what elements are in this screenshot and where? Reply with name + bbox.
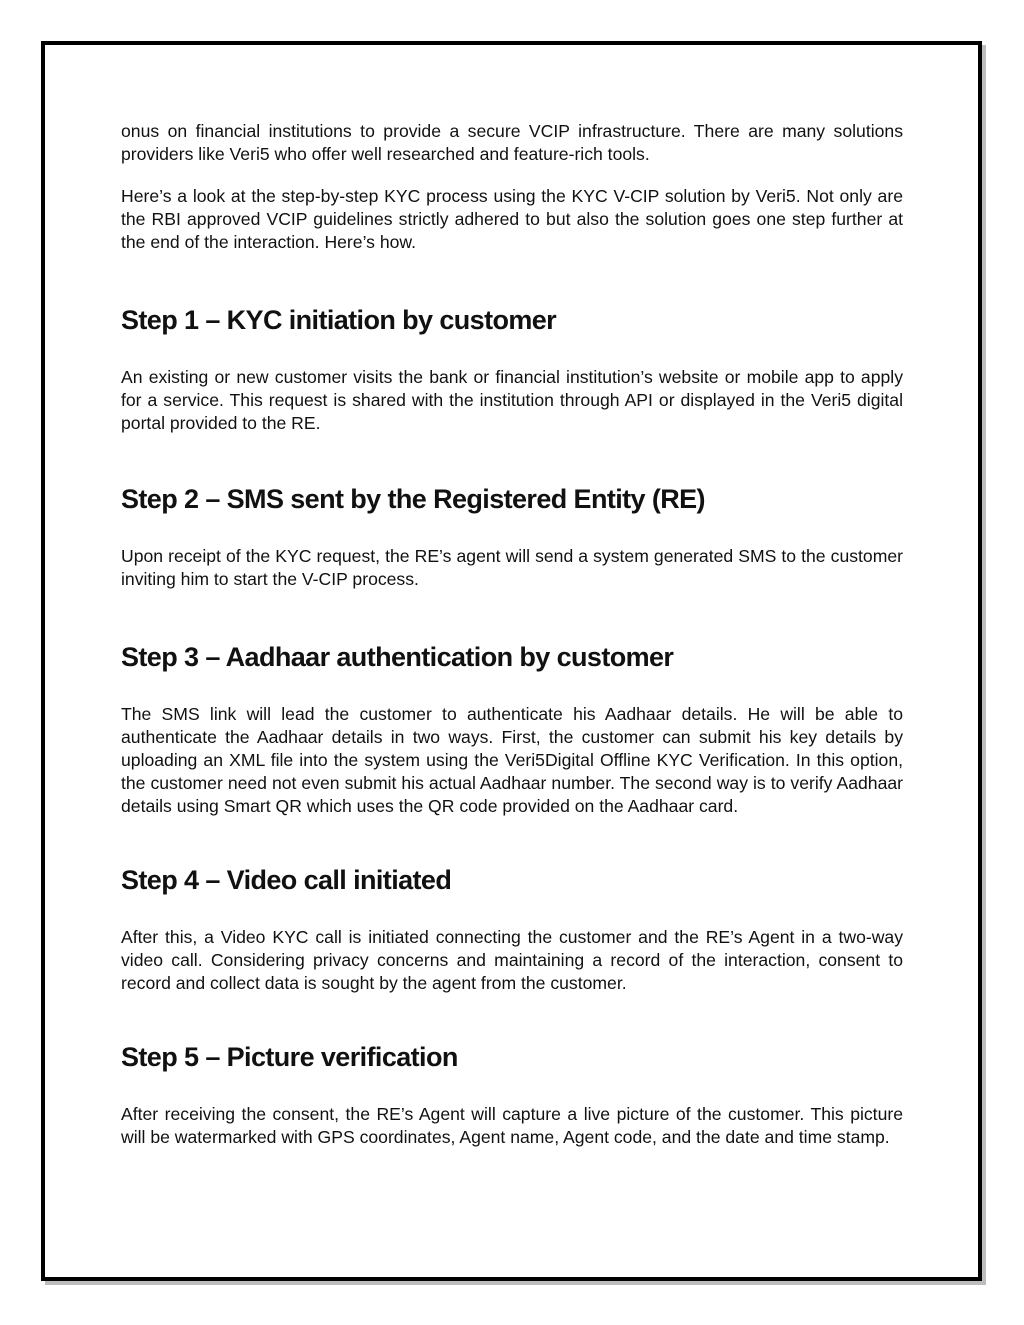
document-body — [121, 120, 903, 1149]
step-3-heading: Step 3 – Aadhaar authentication by customer — [121, 642, 674, 672]
step-5-body: After receiving the consent, the RE’s Agent will capture a live picture of the customer. This picture will be watermarked with GPS coordinates, Agent name, Agent code, and the date and time stamp. — [121, 1104, 903, 1147]
step-3-body: The SMS link will lead the customer to authenticate his Aadhaar details. He will be able to authenticate the Aadhaar details in two ways. First, the customer can submit his key details by uploading an XML file into the system using the Veri5Digital Offline KYC Verification. In this option, the customer need not even submit his actual Aadhaar number. The second way is to verify Aadhaar details using Smart QR which uses the QR code provided on the Aadhaar card. — [121, 704, 903, 816]
step-3-section — [121, 641, 903, 818]
step-1-heading: Step 1 – KYC initiation by customer — [121, 305, 557, 335]
step-4-heading: Step 4 – Video call initiated — [121, 865, 452, 895]
intro-paragraph-1: onus on financial institutions to provide a secure VCIP infrastructure. There are many solutions providers like Veri5 who offer well researched and feature-rich tools. — [121, 121, 903, 164]
step-4-body: After this, a Video KYC call is initiated connecting the customer and the RE’s Agent in a two-way video call. Considering privacy concerns and maintaining a record of the interaction, consent to record and collect data is sought by the agent from the customer. — [121, 927, 903, 993]
step-2-heading: Step 2 – SMS sent by the Registered Entity (RE) — [121, 484, 705, 514]
step-1-section — [121, 304, 903, 435]
step-5-heading: Step 5 – Picture verification — [121, 1042, 458, 1072]
step-2-body: Upon receipt of the KYC request, the RE’s agent will send a system generated SMS to the customer inviting him to start the V-CIP process. — [121, 546, 903, 589]
step-2-section — [121, 483, 903, 591]
step-5-section — [121, 1041, 903, 1149]
step-4-section — [121, 864, 903, 995]
intro-paragraph-2: Here’s a look at the step-by-step KYC process using the KYC V-CIP solution by Veri5. Not only are the RBI approved VCIP guidelines strictly adhered to but also the solution goes one step further at the end of the interaction. Here’s how. — [121, 186, 903, 252]
step-1-body: An existing or new customer visits the bank or financial institution’s website or mobile app to apply for a service. This request is shared with the institution through API or displayed in the Veri5 digital portal provided to the RE. — [121, 367, 903, 433]
